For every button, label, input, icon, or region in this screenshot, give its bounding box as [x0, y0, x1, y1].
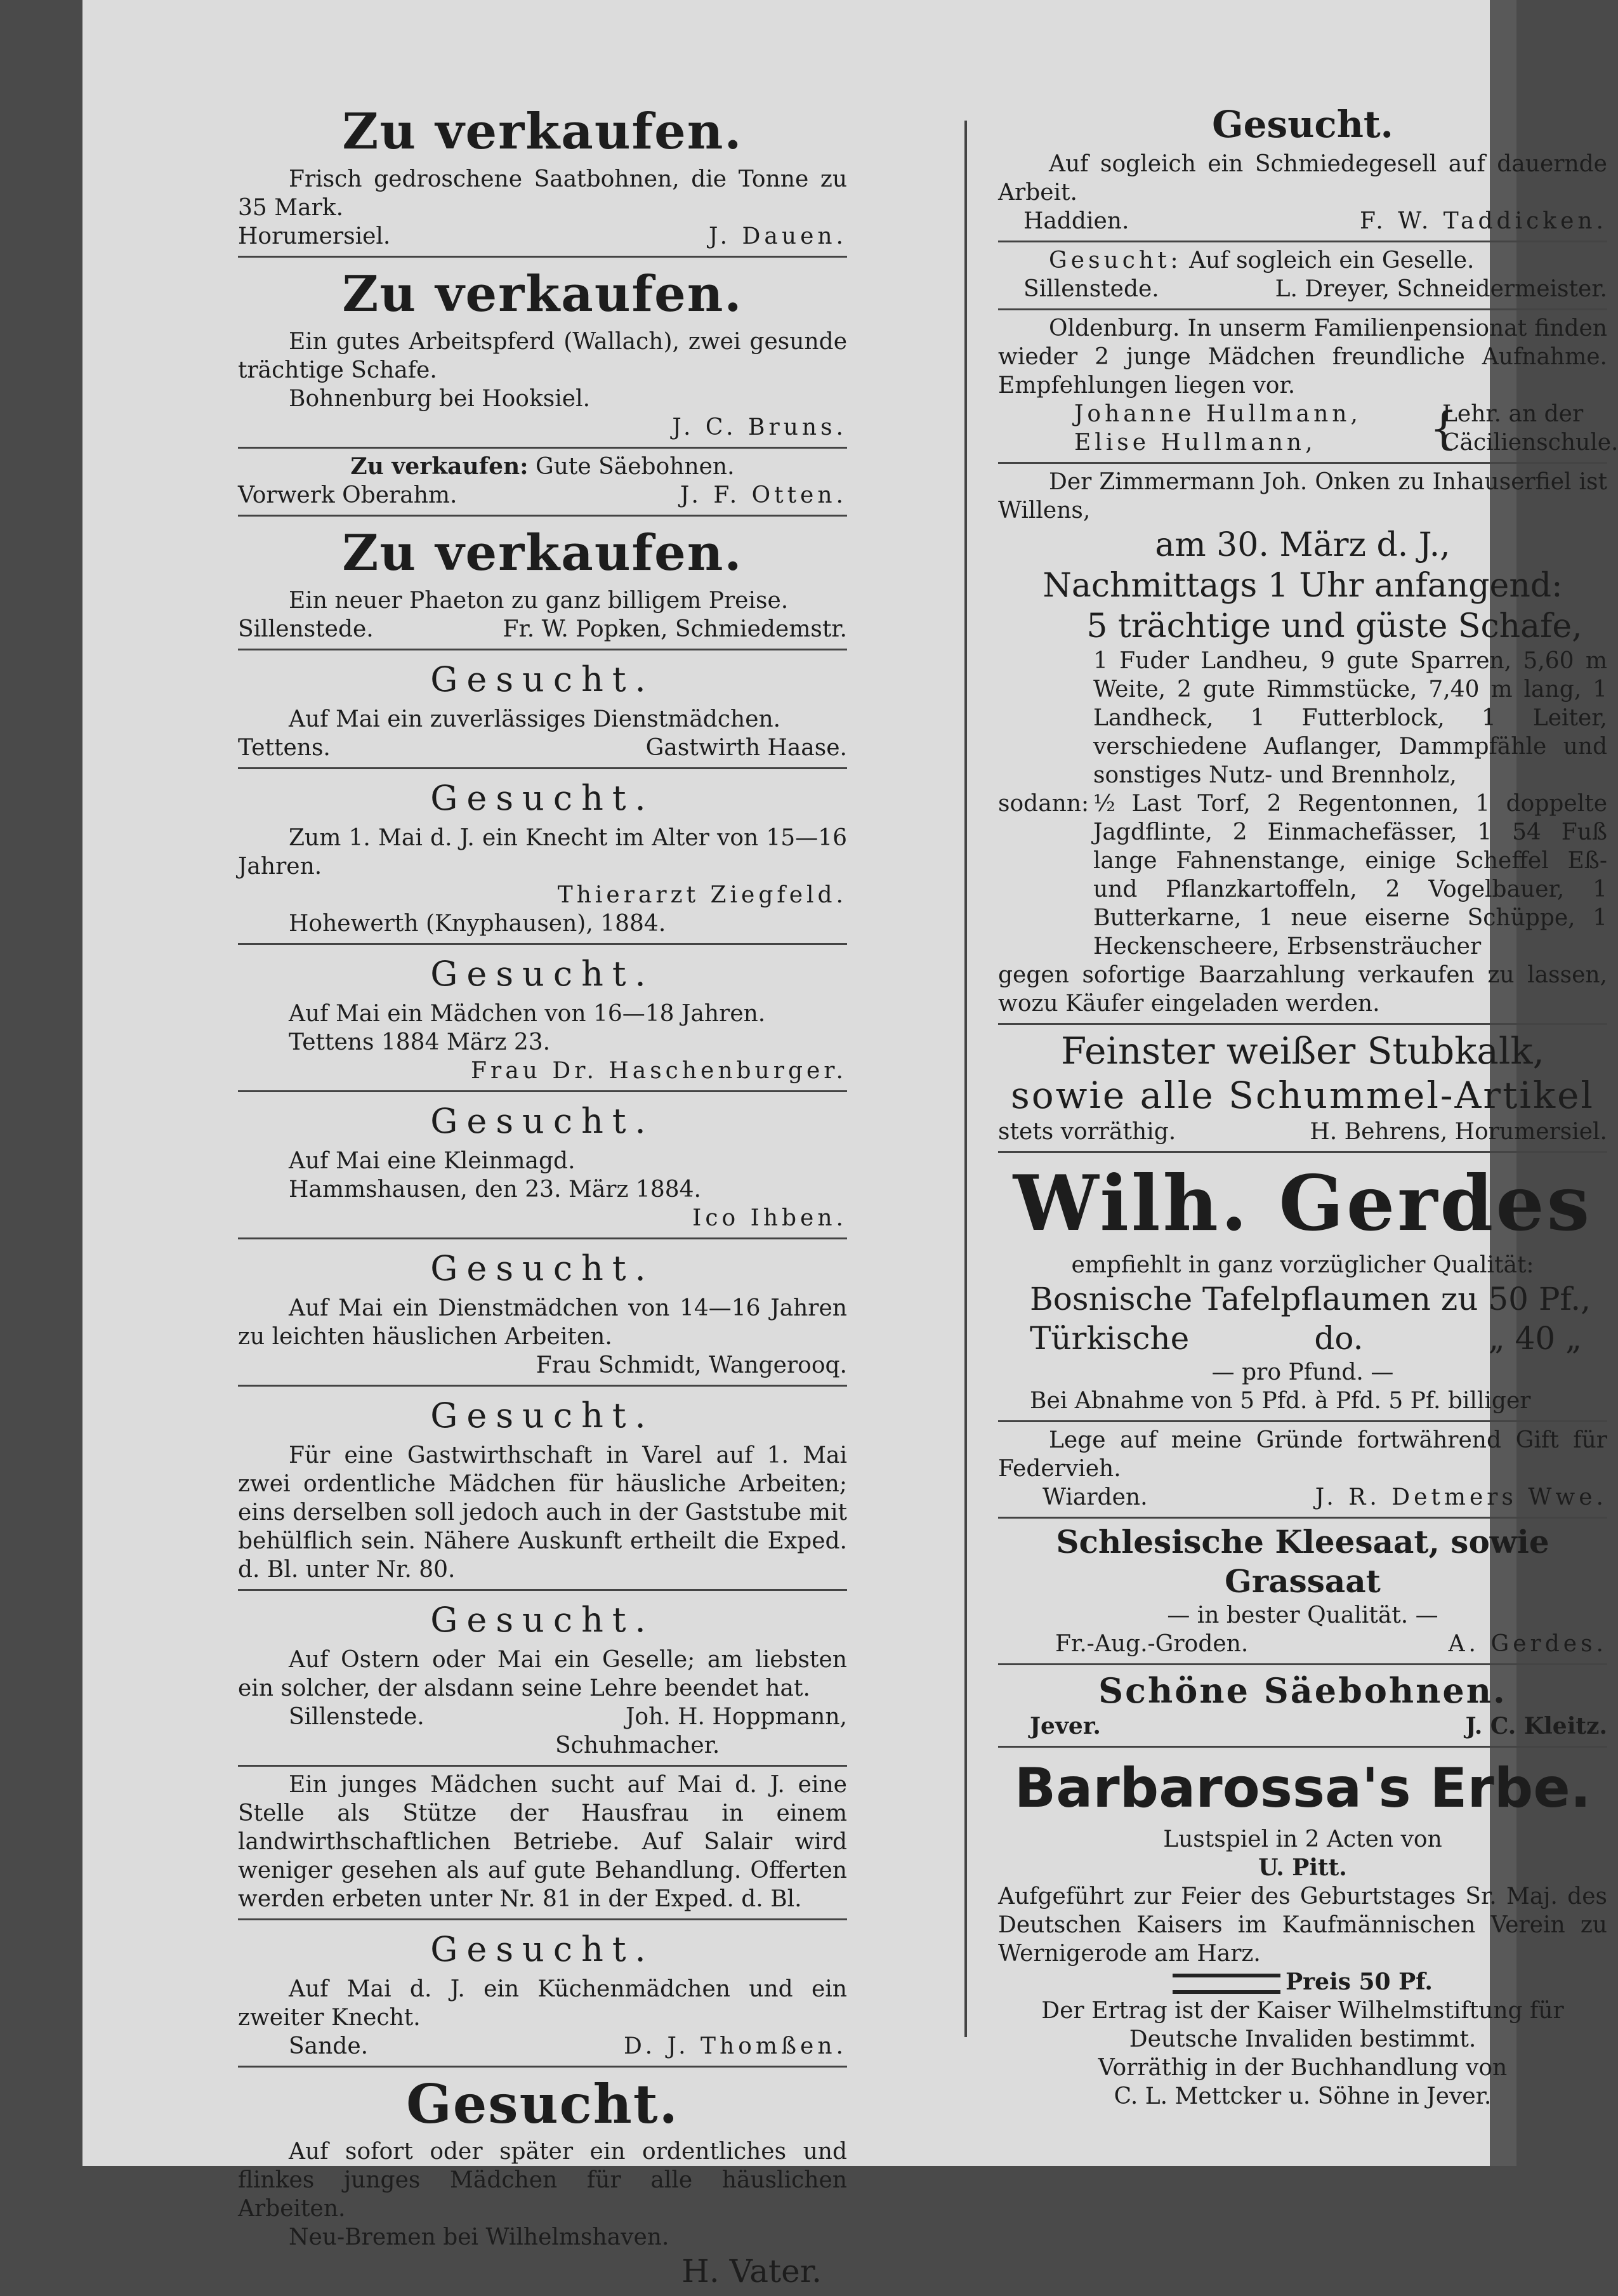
price-discount: Bei Abnahme von 5 Pfd. à Pfd. 5 Pf. billiger [1030, 1388, 1531, 1414]
ad-left-7 [238, 945, 847, 1092]
price-value: „ 40 „ [1488, 1320, 1582, 1357]
ad-text: Auf Mai ein Dienstmädchen von 14—16 Jahren zu leichten häuslichen Arbeiten. [238, 1295, 847, 1350]
ad-left-11 [238, 1591, 847, 1767]
ad-left-1 [238, 95, 847, 258]
right-column [998, 95, 1618, 2116]
ad-text: Auf Mai ein zuverlässiges Dienstmädchen. [289, 706, 781, 732]
ad-heading: Zu verkaufen: [350, 453, 529, 480]
ad-signer: Frau Schmidt, Wangerooq. [536, 1352, 847, 1378]
price-line-1: Bosnische Tafelpflaumen zu 50 Pf., [1030, 1281, 1591, 1317]
ad-right-4 [998, 464, 1607, 1025]
ad-text: Zum 1. Mai d. J. ein Knecht im Alter von 15—16 Jahren. [238, 825, 847, 880]
ad-right-8 [998, 1519, 1607, 1665]
ad-place: Fr.-Aug.-Groden. [1055, 1631, 1249, 1657]
ad-author: U. Pitt. [1258, 1854, 1347, 1881]
ad-signer: F. W. Taddicken. [1359, 208, 1607, 234]
ad-signer: J. C. Bruns. [672, 414, 847, 440]
ad-left-8 [238, 1092, 847, 1239]
ad-place: Horumersiel. [238, 223, 391, 249]
ad-place: Tettens 1884 März 23. [289, 1029, 551, 1055]
ad-signer: Fr. W. Popken, Schmiedemstr. [503, 616, 847, 642]
ad-place: Neu-Bremen bei Wilhelmshaven. [289, 2224, 669, 2250]
ad-left-13 [238, 1920, 847, 2068]
ad-text: Frisch gedroschene Saatbohnen, die Tonne zu 35 Mark. [238, 166, 847, 221]
ad-right-2 [998, 242, 1607, 310]
ad-heading: Gesucht. [430, 1929, 655, 1969]
auction-time: Nachmittags 1 Uhr anfangend: [1042, 567, 1563, 605]
ad-heading: Zu verkaufen. [342, 103, 743, 161]
ad-heading: Wilh. Gerdes [1013, 1159, 1593, 1248]
ad-signer: Frau Dr. Haschenburger. [471, 1058, 847, 1084]
ad-left-12 [238, 1767, 847, 1920]
ad-right-1 [998, 95, 1607, 242]
ad-left-10 [238, 1387, 847, 1591]
ad-text: Für eine Gastwirthschaft in Varel auf 1. Mai zwei ordentliche Mädchen für häusliche Arbeiten; eins derselben soll jedoch auch in der Gaststube mit behülflich sein. Nähere Auskunft ertheilt die Exped. d. Bl. unter Nr. 80. [238, 1442, 847, 1583]
ad-heading: Gesucht. [430, 1248, 655, 1288]
ad-text: Oldenburg. In unserm Familienpensionat finden wieder 2 junge Mädchen freundliche Aufnahme. Empfehlungen liegen vor. [998, 315, 1607, 399]
price-unit: — pro Pfund. — [1211, 1359, 1394, 1385]
ad-signer: D. J. Thomßen. [624, 2033, 847, 2059]
ad-place: Bohnenburg bei Hooksiel. [289, 386, 591, 412]
ad-place: stets vorräthig. [998, 1119, 1176, 1145]
ad-signer: Thierarzt Ziegfeld. [557, 882, 847, 908]
ad-right-9 [998, 1665, 1607, 1748]
ad-place: Jever. [1030, 1713, 1101, 1739]
ad-right-3 [998, 310, 1618, 464]
auction-items-2: ½ Last Torf, 2 Regentonnen, 1 doppelte Jagdflinte, 2 Einmachefässer, 1 54 Fuß lange Fahnenstange, einige Scheffel Eß- und Pflanzkartoffeln, 2 Vogelbauer, 1 Butterkarne, 1 neue eiserne Schüppe, 1 Heckenscheere, Erbsensträucher [1093, 791, 1607, 960]
ad-text: Auf sogleich ein Geselle. [1189, 247, 1475, 274]
ad-signer: J. R. Detmers Wwe. [1315, 1484, 1607, 1510]
ad-text: Ein junges Mädchen sucht auf Mai d. J. eine Stelle als Stütze der Hausfrau in einem landwirthschaftlichen Betriebe. Auf Salair wird weniger gesehen als auf gute Behandlung. Offerten werden erbeten unter Nr. 81 in der Exped. d. Bl. [238, 1772, 847, 1912]
ad-text: Auf Ostern oder Mai ein Geselle; am liebsten ein solcher, der alsdann seine Lehre beendet hat. [238, 1647, 847, 1701]
ad-text: Auf Mai ein Mädchen von 16—18 Jahren. [289, 1001, 766, 1027]
ad-text: Auf Mai eine Kleinmagd. [289, 1148, 576, 1174]
ad-text: Lege auf meine Gründe fortwährend Gift für Federvieh. [998, 1427, 1607, 1482]
ad-heading: Gesucht. [430, 1101, 655, 1141]
ad-right-5 [998, 1025, 1607, 1153]
ad-signer: Ico Ihben. [692, 1205, 847, 1231]
ad-left-9 [238, 1239, 847, 1387]
ad-place: Haddien. [1023, 208, 1129, 234]
ad-text: Auf Mai d. J. ein Küchenmädchen und ein zweiter Knecht. [238, 1976, 847, 2031]
ad-place: Sillenstede. [1023, 276, 1159, 302]
ad-left-5 [238, 650, 847, 769]
auction-label: sodann: [998, 791, 1089, 817]
ad-place: Sillenstede. [289, 1704, 424, 1730]
ad-place: Tettens. [238, 735, 331, 761]
ad-text: Auf sofort oder später ein ordentliches und flinkes junges Mädchen für alle häuslichen Arbeiten. [238, 2139, 847, 2222]
ad-subheading: — in bester Qualität. — [1167, 1602, 1438, 1628]
price-bars [1173, 1974, 1280, 1994]
ad-price: Preis 50 Pf. [1286, 1969, 1433, 1995]
ad-signer: H. Vater. [681, 2253, 822, 2290]
ad-left-4 [238, 517, 847, 650]
ad-right-6 [998, 1153, 1607, 1422]
ad-place: Sande. [289, 2033, 369, 2059]
price-item: Türkische [1030, 1320, 1190, 1357]
newspaper-page [82, 0, 1618, 2290]
brace-glyph: { [1430, 402, 1458, 454]
ad-lead: empfiehlt in ganz vorzüglicher Qualität: [1071, 1252, 1534, 1278]
ad-place: Hammshausen, den 23. März 1884. [289, 1177, 701, 1203]
ad-left-14 [238, 2068, 847, 2296]
ad-signer: L. Dreyer, Schneidermeister. [1275, 276, 1607, 302]
ad-heading: Schöne Säebohnen. [1098, 1670, 1507, 1711]
ad-signer-title: Schuhmacher. [555, 1732, 720, 1758]
ad-heading: Gesucht. [430, 659, 655, 699]
ad-shop: C. L. Mettcker u. Söhne in Jever. [1114, 2083, 1492, 2109]
ad-signer: Joh. H. Hoppmann, [625, 1704, 847, 1730]
ad-heading: Zu verkaufen. [342, 524, 743, 582]
ad-inline: Gute Säebohnen. [535, 454, 735, 480]
ad-signer: A. Gerdes. [1448, 1631, 1607, 1657]
ad-heading: Barbarossa's Erbe. [1014, 1757, 1591, 1820]
ad-signer: J. C. Kleitz. [1465, 1713, 1607, 1739]
ad-signer: Johanne Hullmann, [1074, 401, 1362, 427]
ad-availability: Vorräthig in der Buchhandlung von [1098, 2055, 1508, 2081]
ad-signer: Gastwirth Haase. [645, 735, 847, 761]
ad-signer: J. F. Otten. [680, 482, 847, 508]
ad-text: Ein neuer Phaeton zu ganz billigem Preise. [289, 588, 789, 614]
ad-text: Aufgeführt zur Feier des Geburtstages Sr. Maj. des Deutschen Kaisers im Kaufmännischen Verein zu Wernigerode am Harz. [998, 1884, 1607, 1967]
ad-heading: Gesucht: [1049, 247, 1182, 274]
ad-place: Vorwerk Oberahm. [238, 482, 457, 508]
ad-heading-2: sowie alle Schummel-Artikel [1011, 1074, 1595, 1117]
auction-items: 1 Fuder Landheu, 9 gute Sparren, 5,60 m Weite, 2 gute Rimmstücke, 7,40 m lang, 1 Landheck, 1 Futterblock, 1 Leiter, verschiedene Auflanger, Dammpfähle und sonstiges Nutz- und Brennholz, [1093, 648, 1607, 788]
ad-heading: Schlesische Kleesaat, sowie Grassaat [1056, 1523, 1549, 1600]
ad-heading: Gesucht. [430, 778, 655, 818]
ad-note: Der Ertrag ist der Kaiser Wilhelmstiftung für Deutsche Invaliden bestimmt. [1041, 1998, 1564, 2052]
ad-right-7 [998, 1422, 1607, 1519]
column-divider [964, 121, 967, 2037]
ad-place: Sillenstede. [238, 616, 374, 642]
price-ditto: do. [1314, 1320, 1364, 1357]
ad-text: Ein gutes Arbeitspferd (Wallach), zwei gesunde trächtige Schafe. [238, 329, 847, 383]
ad-heading: Gesucht. [430, 1395, 655, 1435]
ad-signer: Elise Hullmann, [1074, 430, 1317, 456]
auction-outro: gegen sofortige Baarzahlung verkaufen zu lassen, wozu Käufer eingeladen werden. [998, 962, 1607, 1017]
ad-subtitle: Lustspiel in 2 Acten von [1163, 1826, 1442, 1852]
ad-left-3 [238, 449, 847, 517]
ad-text: Der Zimmermann Joh. Onken zu Inhauserfiel ist Willens, [998, 469, 1607, 524]
ad-signer: H. Behrens, Horumersiel. [1310, 1119, 1607, 1145]
ad-heading: Gesucht. [430, 1600, 655, 1640]
ad-left-6 [238, 769, 847, 945]
auction-date: am 30. März d. J., [1155, 526, 1450, 564]
ad-heading: Gesucht. [430, 954, 655, 994]
ad-heading: Feinster weißer Stubkalk, [1061, 1029, 1544, 1072]
ad-heading: Zu verkaufen. [342, 265, 743, 323]
left-column [238, 95, 847, 2296]
auction-lot: 5 trächtige und güste Schafe, [1086, 607, 1582, 645]
ad-info: Cäcilienschule. [1442, 430, 1618, 456]
ad-text: Auf sogleich ein Schmiedegesell auf dauernde Arbeit. [998, 151, 1607, 206]
ad-place: Wiarden. [1042, 1484, 1148, 1510]
ad-signer: J. Dauen. [709, 223, 847, 249]
ad-place: Hohewerth (Knyphausen), 1884. [289, 911, 666, 937]
ad-heading: Gesucht. [406, 2073, 679, 2135]
ad-info: Lehr. an der [1442, 401, 1584, 427]
ad-left-2 [238, 258, 847, 449]
ad-heading: Gesucht. [1212, 103, 1393, 146]
ad-right-10 [998, 1748, 1607, 2116]
